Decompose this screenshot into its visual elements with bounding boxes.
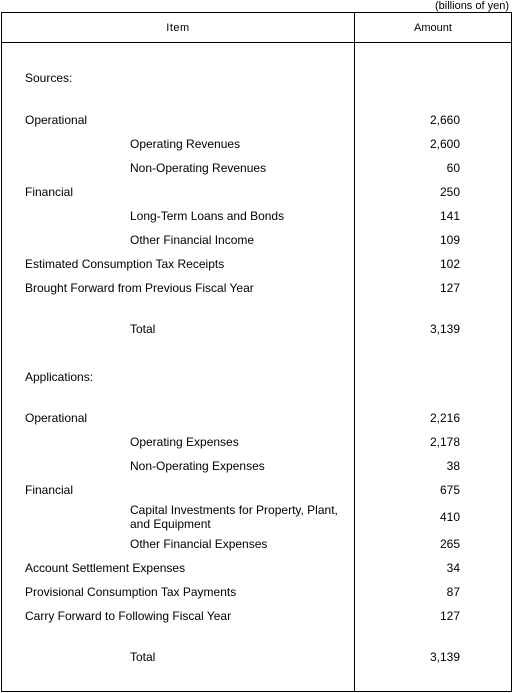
header-item: Item (166, 22, 190, 34)
sources-applications-table (1, 12, 512, 692)
row-label: Operating Revenues (130, 137, 241, 151)
row-label: Non-Operating Revenues (130, 161, 267, 175)
row-label: Non-Operating Expenses (130, 459, 265, 473)
row-label: Operational (25, 113, 88, 127)
row-amount: 60 (446, 161, 460, 175)
row-amount: 2,660 (429, 113, 460, 127)
table-body (2, 13, 511, 691)
row-label: Capital Investments for Property, Plant, (130, 503, 338, 517)
row-amount: 3,139 (429, 322, 460, 336)
row-amount: 2,178 (429, 435, 460, 449)
row-amount: 102 (439, 257, 460, 271)
row-label: Total (130, 322, 156, 336)
row-amount: 2,216 (429, 411, 460, 425)
row-amount: 127 (439, 609, 460, 623)
row-label: Account Settlement Expenses (25, 561, 186, 575)
row-label: Financial (25, 185, 74, 199)
unit-note: (billions of yen) (435, 0, 509, 12)
row-label: Carry Forward to Following Fiscal Year (25, 609, 232, 623)
row-amount: 109 (439, 233, 460, 247)
row-amount: 38 (446, 459, 460, 473)
row-amount: 265 (439, 537, 460, 551)
row-amount: 410 (439, 510, 460, 524)
row-amount: 3,139 (429, 650, 460, 664)
row-label: Provisional Consumption Tax Payments (25, 585, 237, 599)
row-label: Long-Term Loans and Bonds (130, 209, 285, 223)
row-label: Total (130, 650, 156, 664)
row-label: Brought Forward from Previous Fiscal Year (25, 281, 254, 295)
row-label: and Equipment (130, 517, 211, 531)
row-label: Other Financial Income (130, 233, 255, 247)
row-label: Other Financial Expenses (130, 537, 268, 551)
row-label: Estimated Consumption Tax Receipts (25, 257, 225, 271)
row-label: Operational (25, 411, 88, 425)
row-amount: 127 (439, 281, 460, 295)
row-amount: 34 (446, 561, 460, 575)
row-amount: 87 (446, 585, 460, 599)
row-amount: 2,600 (429, 137, 460, 151)
row-label: Operating Expenses (130, 435, 239, 449)
row-amount: 250 (439, 185, 460, 199)
row-amount: 675 (439, 483, 460, 497)
applications-heading: Applications: (25, 370, 94, 384)
header-amount: Amount (414, 22, 452, 34)
sources-heading: Sources: (25, 71, 73, 85)
row-amount: 141 (439, 209, 460, 223)
row-label: Financial (25, 483, 74, 497)
